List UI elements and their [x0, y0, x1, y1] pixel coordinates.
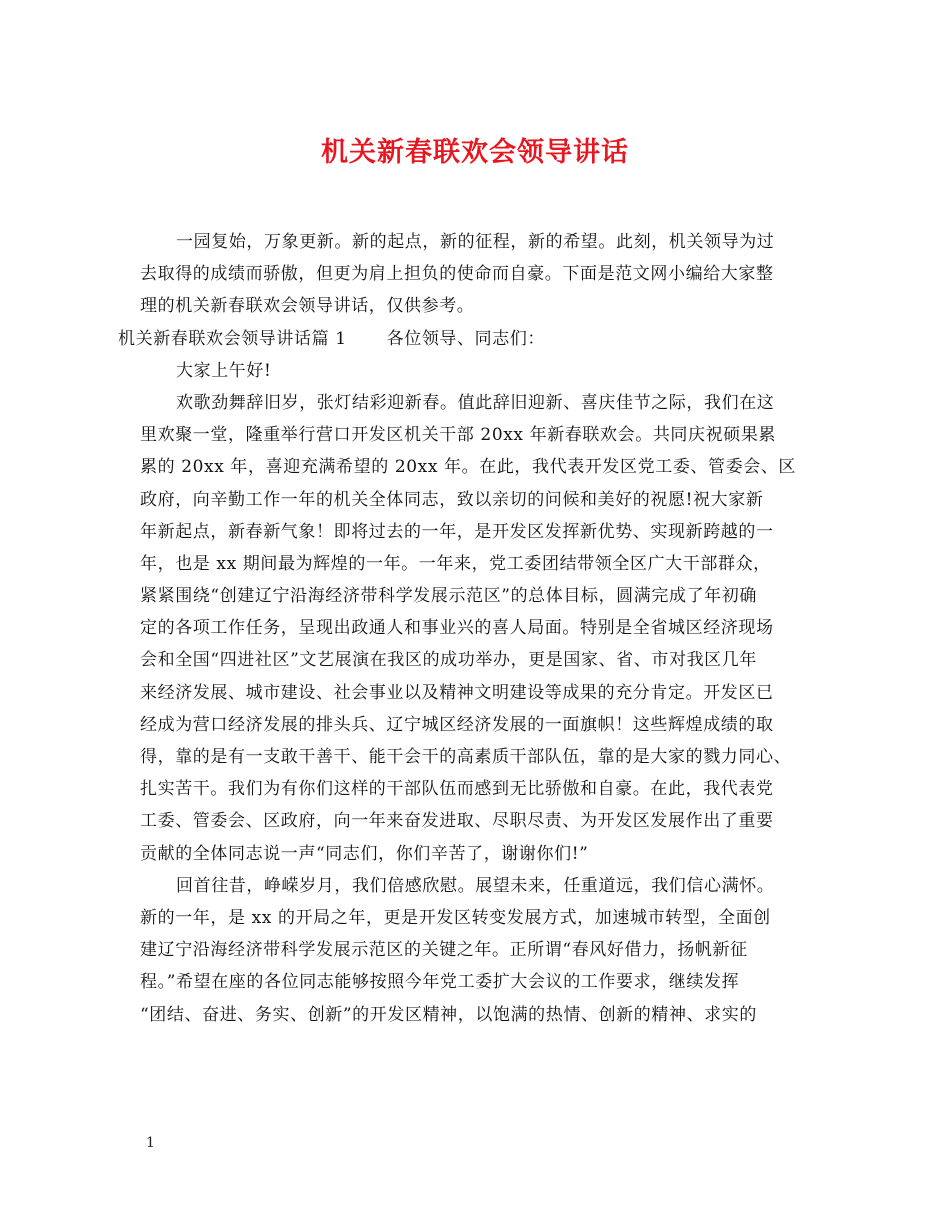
paragraph-line: 欢歌劲舞辞旧岁，张灯结彩迎新春。值此辞旧迎新、喜庆佳节之际，我们在这 [176, 392, 775, 413]
paragraph-line: 年新起点，新春新气象！即将过去的一年，是开发区发挥新优势、实现新跨越的一 [140, 521, 774, 542]
intro-line: 去取得的成绩而骄傲，但更为肩上担负的使命而自豪。下面是范文网小编给大家整 [140, 264, 774, 285]
paragraph-line: 得，靠的是有一支敢干善干、能干会干的高素质干部队伍，靠的是大家的戮力同心、 [140, 747, 792, 767]
salutation: 各位领导、同志们： [386, 328, 546, 349]
paragraph-line: 新的一年，是 xx 的开局之年，更是开发区转变发展方式，加速城市转型，全面创 [140, 907, 771, 928]
paragraph-line: 会和全国“四进社区”文艺展演在我区的成功举办，更是国家、省、市对我区几年 [140, 650, 757, 671]
greeting: 大家上午好! [176, 360, 272, 381]
intro-line: 理的机关新春联欢会领导讲话，仅供参考。 [140, 296, 475, 317]
intro-line: 一园复始，万象更新。新的起点，新的征程，新的希望。此刻，机关领导为过 [176, 232, 775, 252]
paragraph-line: 定的各项工作任务，呈现出政通人和事业兴的喜人局面。特别是全省城区经济现场 [140, 618, 774, 639]
paragraph-line: 贡献的全体同志说一声“同志们，你们辛苦了，谢谢你们!” [140, 843, 589, 864]
paragraph-line: 程。”希望在座的各位同志能够按照今年党工委扩大会议的工作要求，继续发挥 [140, 972, 740, 993]
paragraph-line: 建辽宁沿海经济带科学发展示范区的关键之年。正所谓“春风好借力，扬帆新征 [140, 940, 748, 961]
paragraph-line: 累的 20xx 年，喜迎充满希望的 20xx 年。在此，我代表开发区党工委、管委会、区 [140, 457, 797, 478]
paragraph-line: 年，也是 xx 期间最为辉煌的一年。一年来，党工委团结带领全区广大干部群众， [140, 553, 771, 574]
paragraph-line: 扎实苦干。我们为有你们这样的干部队伍而感到无比骄傲和自豪。在此，我代表党 [140, 779, 774, 800]
document-body [118, 226, 820, 1031]
document-title: 机关新春联欢会领导讲话 [321, 137, 629, 168]
paragraph-line: 政府，向辛勤工作一年的机关全体同志，致以亲切的问候和美好的祝愿!祝大家新 [140, 489, 764, 510]
paragraph-line: “团结、奋进、务实、创新”的开发区精神，以饱满的热情、创新的精神、求实的 [140, 1004, 757, 1025]
section-heading-line [118, 323, 820, 355]
paragraph-line: 紧紧围绕“创建辽宁沿海经济带科学发展示范区”的总体目标，圆满完成了年初确 [140, 586, 757, 607]
paragraph-line: 里欢聚一堂，隆重举行营口开发区机关干部 20xx 年新春联欢会。共同庆祝硕果累 [140, 425, 777, 446]
page-number: 1 [146, 1135, 155, 1151]
paragraph-line: 来经济发展、城市建设、社会事业以及精神文明建设等成果的充分肯定。开发区已 [140, 682, 774, 703]
paragraph-line: 经成为营口经济发展的排头兵、辽宁城区经济发展的一面旗帜！这些辉煌成绩的取 [140, 714, 774, 735]
paragraph-line: 工委、管委会、区政府，向一年来奋发进取、尽职尽责、为开发区发展作出了重要 [140, 811, 774, 832]
paragraph-line: 回首往昔，峥嵘岁月，我们倍感欣慰。展望未来，任重道远，我们信心满怀。 [176, 875, 775, 896]
section-heading: 机关新春联欢会领导讲话篇 1 [118, 328, 347, 349]
